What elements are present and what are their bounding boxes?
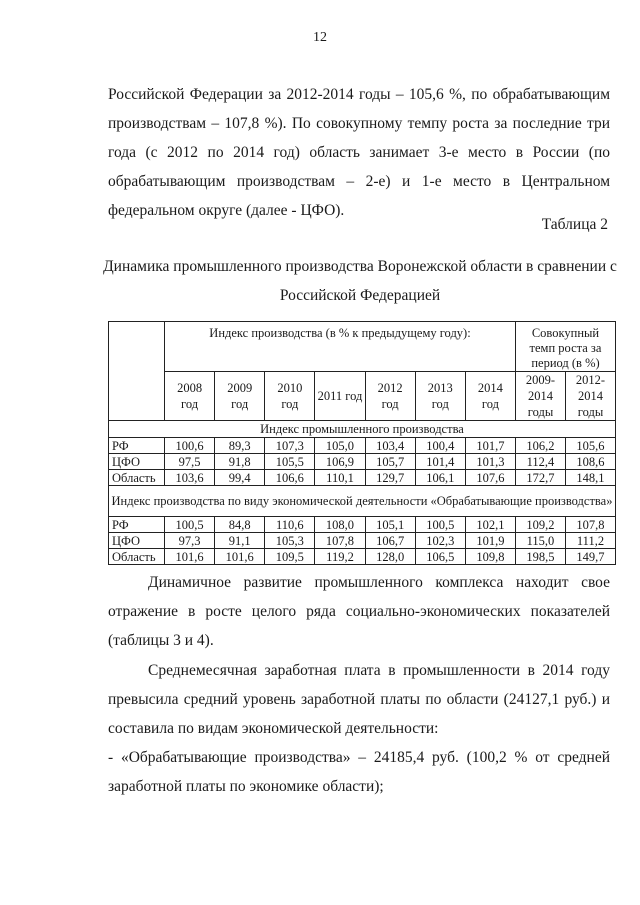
year-header: 2014 год xyxy=(465,372,515,421)
page-number: 12 xyxy=(313,30,327,45)
table-caption: Динамика промышленного производства Воронежской области в сравнении с Российской Федерацией xyxy=(103,258,617,304)
year-header: 2008 год xyxy=(165,372,215,421)
table-cell: 107,3 xyxy=(265,438,315,454)
table-cell: 91,8 xyxy=(215,454,265,470)
table-row xyxy=(109,470,616,486)
table-cell: 102,3 xyxy=(415,533,465,549)
table-cell: 97,3 xyxy=(165,533,215,549)
table-cell: 106,6 xyxy=(265,470,315,486)
table-cell: 84,8 xyxy=(215,517,265,533)
table-cell: 108,6 xyxy=(565,454,615,470)
section-title-manufacturing: Индекс производства по виду экономической деятельности «Обрабатывающие производства» xyxy=(109,486,616,517)
row-label: РФ xyxy=(109,438,165,454)
table-cell: 110,6 xyxy=(265,517,315,533)
table-cell: 106,1 xyxy=(415,470,465,486)
table-row xyxy=(109,517,616,533)
table-cell: 119,2 xyxy=(315,549,365,565)
table-cell: 101,3 xyxy=(465,454,515,470)
period-header: 2009-2014 годы xyxy=(515,372,565,421)
production-table xyxy=(108,321,616,565)
table-cell: 149,7 xyxy=(565,549,615,565)
table-cell: 100,5 xyxy=(415,517,465,533)
table-cell: 111,2 xyxy=(565,533,615,549)
table-cell: 198,5 xyxy=(515,549,565,565)
table-label: Таблица 2 xyxy=(541,216,608,233)
table-cell: 100,6 xyxy=(165,438,215,454)
table-cell: 105,0 xyxy=(315,438,365,454)
table-cell: 101,6 xyxy=(215,549,265,565)
row-label: Область xyxy=(109,470,165,486)
table-cell: 105,3 xyxy=(265,533,315,549)
table-cell: 103,4 xyxy=(365,438,415,454)
table-cell: 108,0 xyxy=(315,517,365,533)
table-row xyxy=(109,438,616,454)
table-cell: 101,7 xyxy=(465,438,515,454)
table-cell: 106,2 xyxy=(515,438,565,454)
table-cell: 115,0 xyxy=(515,533,565,549)
table-cell: 109,2 xyxy=(515,517,565,533)
table-cell: 106,7 xyxy=(365,533,415,549)
year-header: 2010 год xyxy=(265,372,315,421)
table-cell: 106,5 xyxy=(415,549,465,565)
table-cell: 105,7 xyxy=(365,454,415,470)
table-row xyxy=(109,454,616,470)
table-cell: 106,9 xyxy=(315,454,365,470)
header-index: Индекс производства (в % к предыдущему году): xyxy=(165,322,516,372)
paragraph-manufacturing-salary: - «Обрабатывающие производства» – 24185,4 руб. (100,2 % от средней заработной платы по экономике области); xyxy=(108,749,610,795)
row-label: ЦФО xyxy=(109,454,165,470)
table-cell: 148,1 xyxy=(565,470,615,486)
table-cell: 100,4 xyxy=(415,438,465,454)
section-industrial-rows xyxy=(109,438,616,486)
table-cell: 103,6 xyxy=(165,470,215,486)
section-title-industrial: Индекс промышленного производства xyxy=(109,421,616,438)
paragraph-salary: Среднемесячная заработная плата в промышленности в 2014 году превысила средний уровень заработной платы по области (24127,1 руб.) и составила по видам экономической деятельности: xyxy=(108,662,610,737)
period-header: 2012-2014 годы xyxy=(565,372,615,421)
table-cell: 107,6 xyxy=(465,470,515,486)
year-header: 2011 год xyxy=(315,372,365,421)
table-cell: 97,5 xyxy=(165,454,215,470)
table-row xyxy=(109,533,616,549)
table-cell: 101,9 xyxy=(465,533,515,549)
paragraph-dynamics: Динамичное развитие промышленного комплекса находит свое отражение в росте целого ряда социально-экономических показателей (таблицы 3 и 4). xyxy=(108,574,610,649)
table-cell: 101,6 xyxy=(165,549,215,565)
table-cell: 172,7 xyxy=(515,470,565,486)
table-cell: 100,5 xyxy=(165,517,215,533)
table-cell: 91,1 xyxy=(215,533,265,549)
year-header: 2009 год xyxy=(215,372,265,421)
header-cumulative: Совокупный темп роста за период (в %) xyxy=(515,322,615,372)
table-cell: 107,8 xyxy=(315,533,365,549)
table-cell: 109,8 xyxy=(465,549,515,565)
table-cell: 102,1 xyxy=(465,517,515,533)
table-cell: 109,5 xyxy=(265,549,315,565)
table-cell: 105,6 xyxy=(565,438,615,454)
table-cell: 112,4 xyxy=(515,454,565,470)
corner-cell xyxy=(109,322,165,421)
table-cell: 110,1 xyxy=(315,470,365,486)
table-cell: 128,0 xyxy=(365,549,415,565)
table-cell: 107,8 xyxy=(565,517,615,533)
row-label: РФ xyxy=(109,517,165,533)
row-label: ЦФО xyxy=(109,533,165,549)
table-cell: 129,7 xyxy=(365,470,415,486)
table-row xyxy=(109,549,616,565)
year-header: 2012 год xyxy=(365,372,415,421)
table-cell: 101,4 xyxy=(415,454,465,470)
table-cell: 105,1 xyxy=(365,517,415,533)
section-manufacturing-rows xyxy=(109,517,616,565)
intro-paragraph: Российской Федерации за 2012-2014 годы – 105,6 %, по обрабатывающим производствам – 107,8 %). По совокупному темпу роста за последние три года (с 2012 по 2014 год) область занимает 3-е место в России (по обрабатывающим производствам – 2-е) и 1-е место в Центральном федеральном округе (далее - ЦФО). xyxy=(108,86,610,219)
table-cell: 99,4 xyxy=(215,470,265,486)
row-label: Область xyxy=(109,549,165,565)
year-header: 2013 год xyxy=(415,372,465,421)
table-cell: 89,3 xyxy=(215,438,265,454)
table-cell: 105,5 xyxy=(265,454,315,470)
